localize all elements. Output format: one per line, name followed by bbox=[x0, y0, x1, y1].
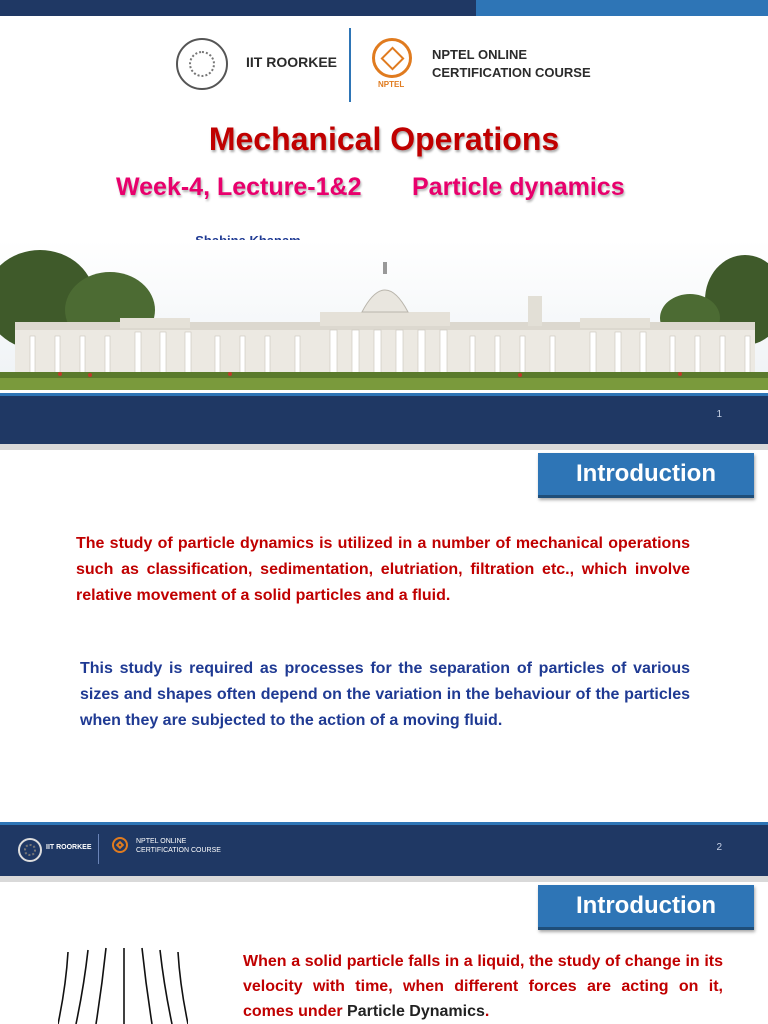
intro-paragraph-3 bbox=[243, 949, 723, 1024]
particle-dynamics-term: Particle Dynamics bbox=[347, 1003, 485, 1020]
footer-iit-name: IIT ROORKEE bbox=[46, 844, 92, 851]
campus-building-image bbox=[0, 240, 768, 390]
section-heading: Introduction bbox=[538, 453, 754, 498]
intro-slide-2 bbox=[0, 882, 768, 1024]
footer-nptel-line-2: CERTIFICATION COURSE bbox=[136, 847, 221, 854]
paragraph-text: When a solid particle falls in a liquid, the study of change in its velocity with time, when different forces are acting on it, comes under bbox=[243, 953, 723, 1020]
nptel-line-2: CERTIFICATION COURSE bbox=[432, 65, 591, 80]
nptel-caption: NPTEL bbox=[378, 80, 405, 89]
lecture-topic: Particle dynamics bbox=[412, 173, 625, 201]
intro-slide-1 bbox=[0, 450, 768, 876]
lecture-week: Week-4, Lecture-1&2 bbox=[116, 173, 362, 201]
nptel-logo-icon bbox=[372, 38, 412, 78]
slide-footer-bar bbox=[0, 393, 768, 444]
iit-roorkee-seal-icon bbox=[176, 38, 228, 90]
intro-paragraph-2: This study is required as processes for the separation of particles of various sizes and shapes often depend on the variation in the behaviour of the particles when they are subjected to the action of a moving fluid. bbox=[80, 660, 690, 729]
iit-roorkee-seal-icon bbox=[18, 838, 42, 862]
slide-title: Mechanical Operations bbox=[208, 121, 560, 157]
logo-divider bbox=[349, 28, 351, 102]
streamline-diagram bbox=[58, 946, 188, 1024]
title-slide bbox=[0, 0, 768, 444]
nptel-line-1: NPTEL ONLINE bbox=[432, 47, 528, 62]
page-number: 1 bbox=[716, 409, 722, 420]
footer-logo-divider bbox=[98, 834, 99, 864]
intro-paragraph-1: The study of particle dynamics is utilized in a number of mechanical operations such as classification, sedimentation, elutriation, filtration etc., which involve relative movement of a solid particles and a fluid. bbox=[76, 535, 690, 604]
paragraph-end: . bbox=[484, 1003, 490, 1020]
top-strip bbox=[0, 0, 768, 16]
slide-footer-bar bbox=[0, 822, 768, 876]
page-number: 2 bbox=[716, 842, 722, 853]
section-heading: Introduction bbox=[538, 885, 754, 930]
iit-name: IIT ROORKEE bbox=[246, 54, 338, 70]
footer-nptel-logo-icon bbox=[112, 837, 128, 853]
footer-nptel-line-1: NPTEL ONLINE bbox=[136, 838, 187, 845]
